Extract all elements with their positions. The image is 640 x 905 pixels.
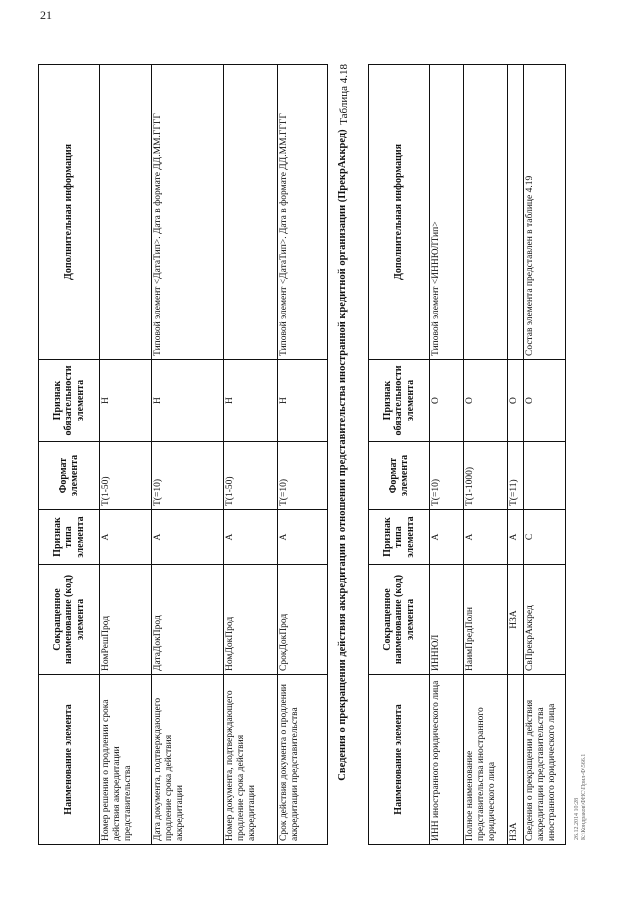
cell-code: ДатаДокПрод (152, 565, 224, 675)
cell-code: ИННЮЛ (430, 565, 464, 675)
header-element-code: Сокращенное наименование (код) элемента (39, 565, 100, 675)
header-element-mandatory: Признак обязательности элемента (369, 360, 430, 442)
page-number: 21 (40, 8, 52, 22)
cell-code: СвПрекрАккред (524, 565, 566, 675)
cell-info (100, 65, 152, 360)
table-title: Сведения о прекращении действия аккредитации в отношении представительства иностранной кредитной организации (ПрекрАккред) (337, 129, 348, 781)
cell-info: Типовой элемент <ИННЮЛТип> (430, 65, 464, 360)
cell-mandatory: О (508, 360, 524, 442)
cell-format: T(=10) (278, 442, 328, 510)
header-element-name: Наименование элемента (369, 675, 430, 845)
cell-name: Дата документа, подтверждающего продление срока действия аккредитации (152, 675, 224, 845)
cell-code: НомРешПрод (100, 565, 152, 675)
table-row (224, 65, 278, 845)
cell-mandatory: Н (278, 360, 328, 442)
cell-name: Срок действия документа о продлении аккредитации представительства (278, 675, 328, 845)
cell-name: Номер документа, подтверждающего продление срока действия аккредитации (224, 675, 278, 845)
header-element-mandatory: Признак обязательности элемента (39, 360, 100, 442)
cell-type: А (278, 510, 328, 565)
cell-info (464, 65, 508, 360)
stamp-date: 26.12.2014 10:28 (574, 797, 580, 840)
cell-mandatory: О (464, 360, 508, 442)
rotated-page-content (0, 35, 640, 880)
cell-code: НЗА (508, 565, 524, 675)
cell-code: СрокДокПрод (278, 565, 328, 675)
cell-format: T(1-50) (224, 442, 278, 510)
cell-type: А (152, 510, 224, 565)
table-row (464, 65, 508, 845)
cell-type: А (224, 510, 278, 565)
file-stamp (574, 754, 588, 840)
table-row (278, 65, 328, 845)
cell-name: НЗА (508, 675, 524, 845)
cell-info (224, 65, 278, 360)
cell-mandatory: Н (152, 360, 224, 442)
table-header-row (369, 65, 430, 845)
cell-format: T(=10) (430, 442, 464, 510)
cell-name: Номер решения о продлении срока действия аккредитации представительства (100, 675, 152, 845)
cell-format: T(1-50) (100, 442, 152, 510)
table-row (430, 65, 464, 845)
cell-name: Сведения о прекращении действия аккредитации представительства иностранного юридического лица (524, 675, 566, 845)
cell-format: T(=11) (508, 442, 524, 510)
table-header-row (39, 65, 100, 845)
header-additional-info: Дополнительная информация (39, 65, 100, 360)
cell-type: А (100, 510, 152, 565)
table-row (508, 65, 524, 845)
cell-mandatory: Н (224, 360, 278, 442)
stamp-path: К:\Кондраков\ФНС\Прил-Ф\566.1 (581, 753, 588, 840)
cell-mandatory: Н (100, 360, 152, 442)
cell-type: С (524, 510, 566, 565)
cell-format: T(1-1000) (464, 442, 508, 510)
header-element-code: Сокращенное наименование (код) элемента (369, 565, 430, 675)
cell-mandatory: О (430, 360, 464, 442)
table-row (100, 65, 152, 845)
header-element-type: Признак типа элемента (369, 510, 430, 565)
cell-type: А (430, 510, 464, 565)
cell-info (508, 65, 524, 360)
cell-name: Полное наименование представительства иностранного юридического лица (464, 675, 508, 845)
cell-mandatory: О (524, 360, 566, 442)
cell-format (524, 442, 566, 510)
termination-details-table (368, 64, 566, 845)
table-row (524, 65, 566, 845)
header-element-type: Признак типа элемента (39, 510, 100, 565)
cell-info: Состав элемента представлен в таблице 4.19 (524, 65, 566, 360)
table-row (152, 65, 224, 845)
cell-type: А (464, 510, 508, 565)
cell-type: А (508, 510, 524, 565)
cell-format: T(=10) (152, 442, 224, 510)
header-element-format: Формат элемента (39, 442, 100, 510)
cell-info: Типовой элемент <ДатаТип>. Дата в формате ДД.ММ.ГГГГ (278, 65, 328, 360)
header-element-name: Наименование элемента (39, 675, 100, 845)
cell-code: НомДокПрод (224, 565, 278, 675)
table-number-label: Таблица 4.18 (338, 64, 350, 125)
cell-info: Типовой элемент <ДатаТип>. Дата в формате ДД.ММ.ГГГГ (152, 65, 224, 360)
cell-name: ИНН иностранного юридического лица (430, 675, 464, 845)
cell-code: НаимПредПолн (464, 565, 508, 675)
extension-details-table (38, 64, 328, 845)
header-element-format: Формат элемента (369, 442, 430, 510)
header-additional-info: Дополнительная информация (369, 65, 430, 360)
